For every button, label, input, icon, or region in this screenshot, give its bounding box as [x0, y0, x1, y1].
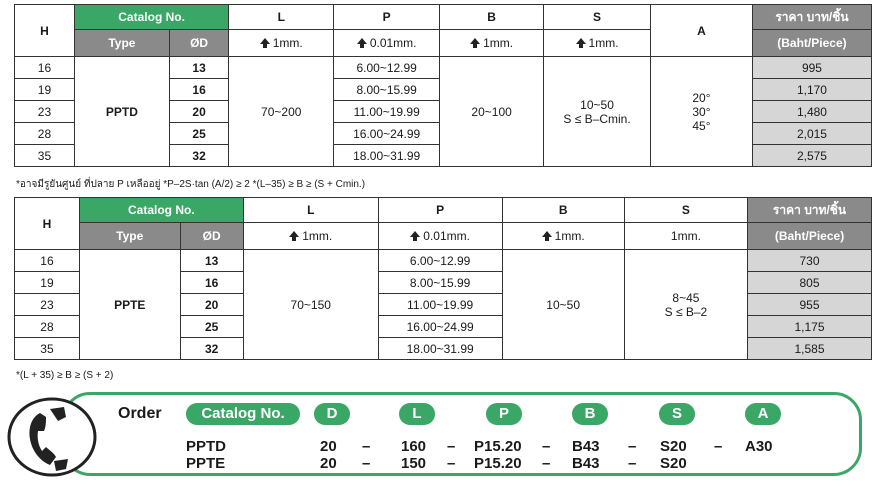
- cell-price: 805: [748, 272, 872, 294]
- cell-p: 18.00~31.99: [378, 338, 502, 360]
- cell-p: 8.00~15.99: [378, 272, 502, 294]
- cell-h: 23: [15, 101, 75, 123]
- cell-price: 1,175: [748, 316, 872, 338]
- order-dash: –: [542, 455, 551, 472]
- up-arrow-icon: [470, 38, 480, 48]
- header-price: ราคา บาท/ชิ้น: [748, 198, 872, 223]
- order-p: P15.20: [474, 438, 522, 455]
- cell-od: 16: [169, 79, 228, 101]
- header-price: ราคา บาท/ชิ้น: [752, 5, 871, 30]
- order-dash: –: [628, 455, 637, 472]
- ppte-spec-table: [14, 197, 872, 360]
- unit-l-text: 1mm.: [302, 229, 333, 243]
- unit-l-text: 1mm.: [272, 36, 303, 50]
- cell-p: 18.00~31.99: [334, 145, 440, 167]
- unit-s-text: 1mm.: [670, 229, 701, 243]
- type-name: PPTE: [79, 250, 180, 360]
- cell-p: 6.00~12.99: [334, 57, 440, 79]
- header-l: L: [243, 198, 378, 223]
- unit-b: [440, 30, 544, 57]
- s-range-line2: S ≤ B–2: [664, 304, 708, 319]
- order-dash: –: [362, 438, 371, 455]
- cell-h: 28: [15, 316, 80, 338]
- header-price-sub: (Baht/Piece): [748, 223, 872, 250]
- cell-od: 32: [169, 145, 228, 167]
- cell-price: 2,015: [752, 123, 871, 145]
- s-range: [624, 250, 747, 360]
- header-catalog-no: Catalog No.: [79, 198, 243, 223]
- note-ppte: *(L + 35) ≥ B ≥ (S + 2): [16, 370, 114, 381]
- cell-h: 16: [15, 57, 75, 79]
- cell-price: 730: [748, 250, 872, 272]
- header-l: L: [229, 5, 334, 30]
- order-type: PPTE: [186, 455, 226, 472]
- cell-od: 13: [169, 57, 228, 79]
- up-arrow-icon: [289, 231, 299, 241]
- a-value: 20°: [692, 90, 711, 105]
- unit-b-text: 1mm.: [554, 229, 585, 243]
- b-range: 10~50: [502, 250, 624, 360]
- pill-s: S: [659, 403, 695, 425]
- pill-a: A: [745, 403, 781, 425]
- cell-h: 35: [15, 145, 75, 167]
- up-arrow-icon: [260, 38, 270, 48]
- header-catalog-no: Catalog No.: [74, 5, 228, 30]
- cell-od: 32: [180, 338, 243, 360]
- order-l: 150: [401, 455, 427, 472]
- header-s: S: [624, 198, 747, 223]
- pill-l: L: [399, 403, 435, 425]
- cell-h: 23: [15, 294, 80, 316]
- order-a: A30: [745, 438, 773, 455]
- header-type: Type: [79, 223, 180, 250]
- cell-od: 25: [169, 123, 228, 145]
- up-arrow-icon: [542, 231, 552, 241]
- pill-b: B: [572, 403, 608, 425]
- unit-p: [378, 223, 502, 250]
- unit-p-text: 0.01mm.: [423, 229, 470, 243]
- order-b: B43: [572, 455, 600, 472]
- order-label: Order: [118, 405, 162, 422]
- cell-od: 16: [180, 272, 243, 294]
- unit-s-text: 1mm.: [588, 36, 619, 50]
- pill-p: P: [486, 403, 522, 425]
- up-arrow-icon: [357, 38, 367, 48]
- cell-od: 20: [169, 101, 228, 123]
- up-arrow-icon: [576, 38, 586, 48]
- s-range-line2: S ≤ B–Cmin.: [563, 111, 631, 126]
- header-p: P: [334, 5, 440, 30]
- order-l: 160: [401, 438, 427, 455]
- cell-od: 20: [180, 294, 243, 316]
- cell-h: 19: [15, 79, 75, 101]
- note-pptd: *อาจมีรูยันศูนย์ ที่ปลาย P เหลืออยู่ *P–2S·tan (A/2) ≥ 2 *(L–35) ≥ B ≥ (S + Cmin.): [16, 179, 366, 190]
- a-values: [650, 57, 752, 167]
- unit-s: [544, 30, 651, 57]
- b-range: 20~100: [440, 57, 544, 167]
- cell-h: 16: [15, 250, 80, 272]
- pptd-spec-table: [14, 4, 872, 167]
- l-range: 70~150: [243, 250, 378, 360]
- header-h: H: [15, 5, 75, 57]
- header-type: Type: [74, 30, 169, 57]
- cell-h: 35: [15, 338, 80, 360]
- a-value: 30°: [692, 104, 711, 119]
- header-od: ØD: [180, 223, 243, 250]
- order-d: 20: [320, 455, 337, 472]
- unit-s: [624, 223, 747, 250]
- pill-catalog-no: Catalog No.: [186, 403, 300, 425]
- cell-price: 1,480: [752, 101, 871, 123]
- order-type: PPTD: [186, 438, 227, 455]
- cell-p: 16.00~24.99: [334, 123, 440, 145]
- header-s: S: [544, 5, 651, 30]
- cell-h: 19: [15, 272, 80, 294]
- s-range-line1: 10~50: [580, 97, 614, 112]
- unit-p-text: 0.01mm.: [369, 36, 417, 50]
- type-name: PPTD: [74, 57, 169, 167]
- order-dash: –: [447, 438, 456, 455]
- phone-icon: [6, 395, 98, 479]
- unit-l: [229, 30, 334, 57]
- up-arrow-icon: [410, 231, 420, 241]
- cell-p: 16.00~24.99: [378, 316, 502, 338]
- cell-price: 995: [752, 57, 871, 79]
- header-b: B: [502, 198, 624, 223]
- cell-od: 13: [180, 250, 243, 272]
- cell-h: 28: [15, 123, 75, 145]
- l-range: 70~200: [229, 57, 334, 167]
- order-dash: –: [714, 438, 723, 455]
- header-price-sub: (Baht/Piece): [752, 30, 871, 57]
- unit-p: [334, 30, 440, 57]
- order-dash: –: [628, 438, 637, 455]
- s-range: [544, 57, 651, 167]
- cell-price: 955: [748, 294, 872, 316]
- s-range-line1: 8~45: [672, 290, 700, 305]
- cell-p: 11.00~19.99: [378, 294, 502, 316]
- cell-p: 6.00~12.99: [378, 250, 502, 272]
- header-od: ØD: [169, 30, 228, 57]
- order-box: [62, 392, 862, 476]
- header-h: H: [15, 198, 80, 250]
- order-s: S20: [660, 455, 687, 472]
- order-p: P15.20: [474, 455, 522, 472]
- cell-od: 25: [180, 316, 243, 338]
- pill-d: D: [314, 403, 350, 425]
- cell-p: 8.00~15.99: [334, 79, 440, 101]
- a-value: 45°: [692, 118, 711, 133]
- cell-price: 2,575: [752, 145, 871, 167]
- order-dash: –: [447, 455, 456, 472]
- order-dash: –: [542, 438, 551, 455]
- cell-price: 1,170: [752, 79, 871, 101]
- order-dash: –: [362, 455, 371, 472]
- order-s: S20: [660, 438, 687, 455]
- header-a: A: [650, 5, 752, 57]
- unit-b-text: 1mm.: [483, 36, 514, 50]
- cell-p: 11.00~19.99: [334, 101, 440, 123]
- cell-price: 1,585: [748, 338, 872, 360]
- header-b: B: [440, 5, 544, 30]
- header-p: P: [378, 198, 502, 223]
- order-d: 20: [320, 438, 337, 455]
- unit-b: [502, 223, 624, 250]
- order-b: B43: [572, 438, 600, 455]
- unit-l: [243, 223, 378, 250]
